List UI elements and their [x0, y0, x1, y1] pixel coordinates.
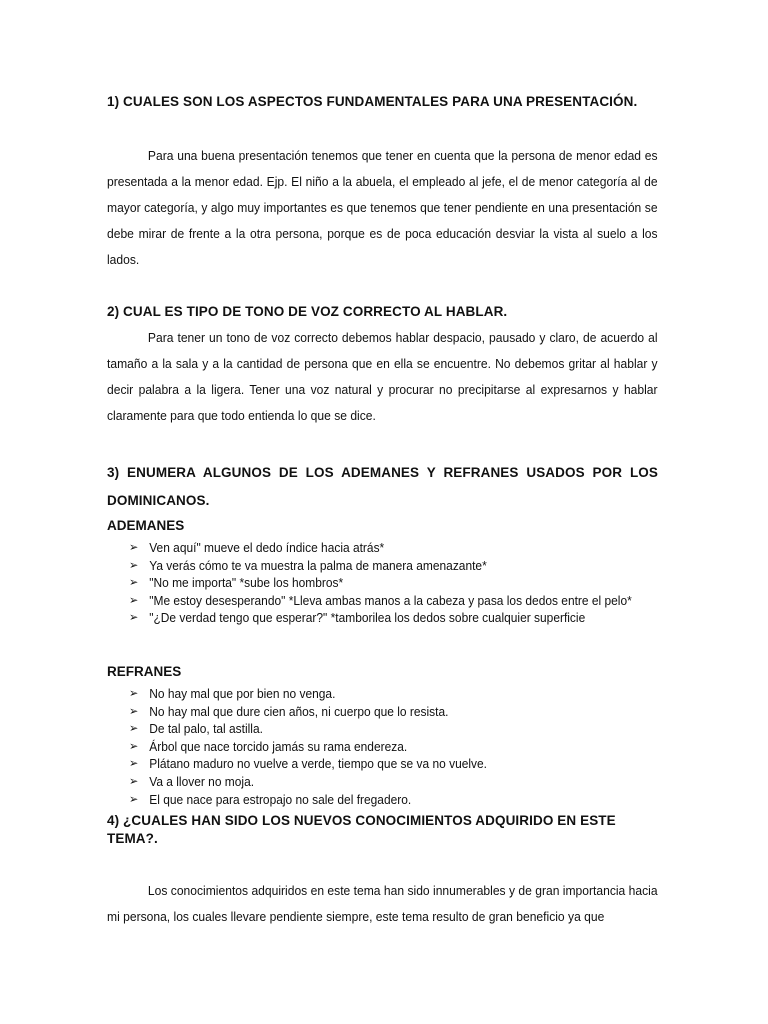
- arrow-bullet-icon: ➢: [129, 773, 139, 788]
- list-item: ➢ No hay mal que dure cien años, ni cuerpo que lo resista.: [129, 703, 449, 719]
- refranes-subheading: REFRANES: [107, 663, 182, 679]
- arrow-bullet-icon: ➢: [129, 756, 139, 771]
- list-item: ➢ Ven aquí" mueve el dedo índice hacia atrás*: [129, 540, 385, 555]
- paragraph-answer-4: Los conocimientos adquiridos en este tema han sido innumerables y de gran importancia hacia mi persona, los cuales llevare pendiente siempre, este tema resulto de gran beneficio ya que: [107, 883, 658, 925]
- heading-question-3: 3) ENUMERA ALGUNOS DE LOS ADEMANES Y REFRANES USADOS POR LOS DOMINICANOS.: [107, 465, 658, 508]
- paragraph-answer-2: Para tener un tono de voz correcto debemos hablar despacio, pausado y claro, de acuerdo al tamaño a la sala y a la cantidad de persona que en ella se encuentre. No debemos gritar al hablar y decir palabra a la ligera. Tener una voz natural y procurar no precipitarse al expresarnos y hablar claramente para que todo entienda lo que se dice.: [107, 330, 658, 423]
- arrow-bullet-icon: ➢: [129, 592, 139, 607]
- arrow-bullet-icon: ➢: [129, 610, 139, 625]
- refranes-list: [107, 685, 658, 808]
- list-item: ➢ No hay mal que por bien no venga.: [129, 685, 336, 701]
- list-item: ➢ De tal palo, tal astilla.: [129, 721, 263, 737]
- list-item: ➢ "No me importa" *sube los hombros*: [129, 575, 344, 591]
- paragraph-answer-1: Para una buena presentación tenemos que tener en cuenta que la persona de menor edad es presentada a la menor edad. Ejp. El niño a la abuela, el empleado al jefe, el de menor categoría al de mayor categoría, y algo muy importantes es que tenemos que tener pendiente en una presentación se debe mirar de frente a la otra persona, porque es de poca educación desviar la vista al suelo a los lados.: [107, 148, 658, 267]
- ademanes-subheading: ADEMANES: [107, 518, 185, 533]
- arrow-bullet-icon: ➢: [129, 575, 139, 590]
- arrow-bullet-icon: ➢: [129, 685, 139, 700]
- list-item: ➢ Plátano maduro no vuelve a verde, tiempo que se va no vuelve.: [129, 756, 487, 772]
- list-item: ➢ "¿De verdad tengo que esperar?" *tamborilea los dedos sobre cualquier superficie: [129, 610, 586, 626]
- arrow-bullet-icon: ➢: [129, 703, 139, 718]
- heading-question-4: 4) ¿CUALES HAN SIDO LOS NUEVOS CONOCIMIENTOS ADQUIRIDO EN ESTE TEMA?.: [107, 813, 616, 847]
- heading-question-2: 2) CUAL ES TIPO DE TONO DE VOZ CORRECTO AL HABLAR.: [107, 304, 508, 319]
- arrow-bullet-icon: ➢: [129, 557, 139, 572]
- list-item: ➢ Va a llover no moja.: [129, 773, 255, 789]
- arrow-bullet-icon: ➢: [129, 738, 139, 753]
- list-item: ➢ "Me estoy desesperando" *Lleva ambas manos a la cabeza y pasa los dedos entre el pelo*: [129, 592, 632, 608]
- list-item: ➢ Árbol que nace torcido jamás su rama endereza.: [129, 738, 408, 754]
- list-item: ➢ El que nace para estropajo no sale del fregadero.: [129, 791, 412, 807]
- arrow-bullet-icon: ➢: [129, 721, 139, 736]
- arrow-bullet-icon: ➢: [129, 791, 139, 806]
- heading-question-1: 1) CUALES SON LOS ASPECTOS FUNDAMENTALES PARA UNA PRESENTACIÓN.: [107, 94, 638, 109]
- list-item: ➢ Ya verás cómo te va muestra la palma de manera amenazante*: [129, 557, 487, 573]
- arrow-bullet-icon: ➢: [129, 540, 139, 554]
- ademanes-list: [107, 539, 658, 627]
- document-content: [107, 93, 658, 930]
